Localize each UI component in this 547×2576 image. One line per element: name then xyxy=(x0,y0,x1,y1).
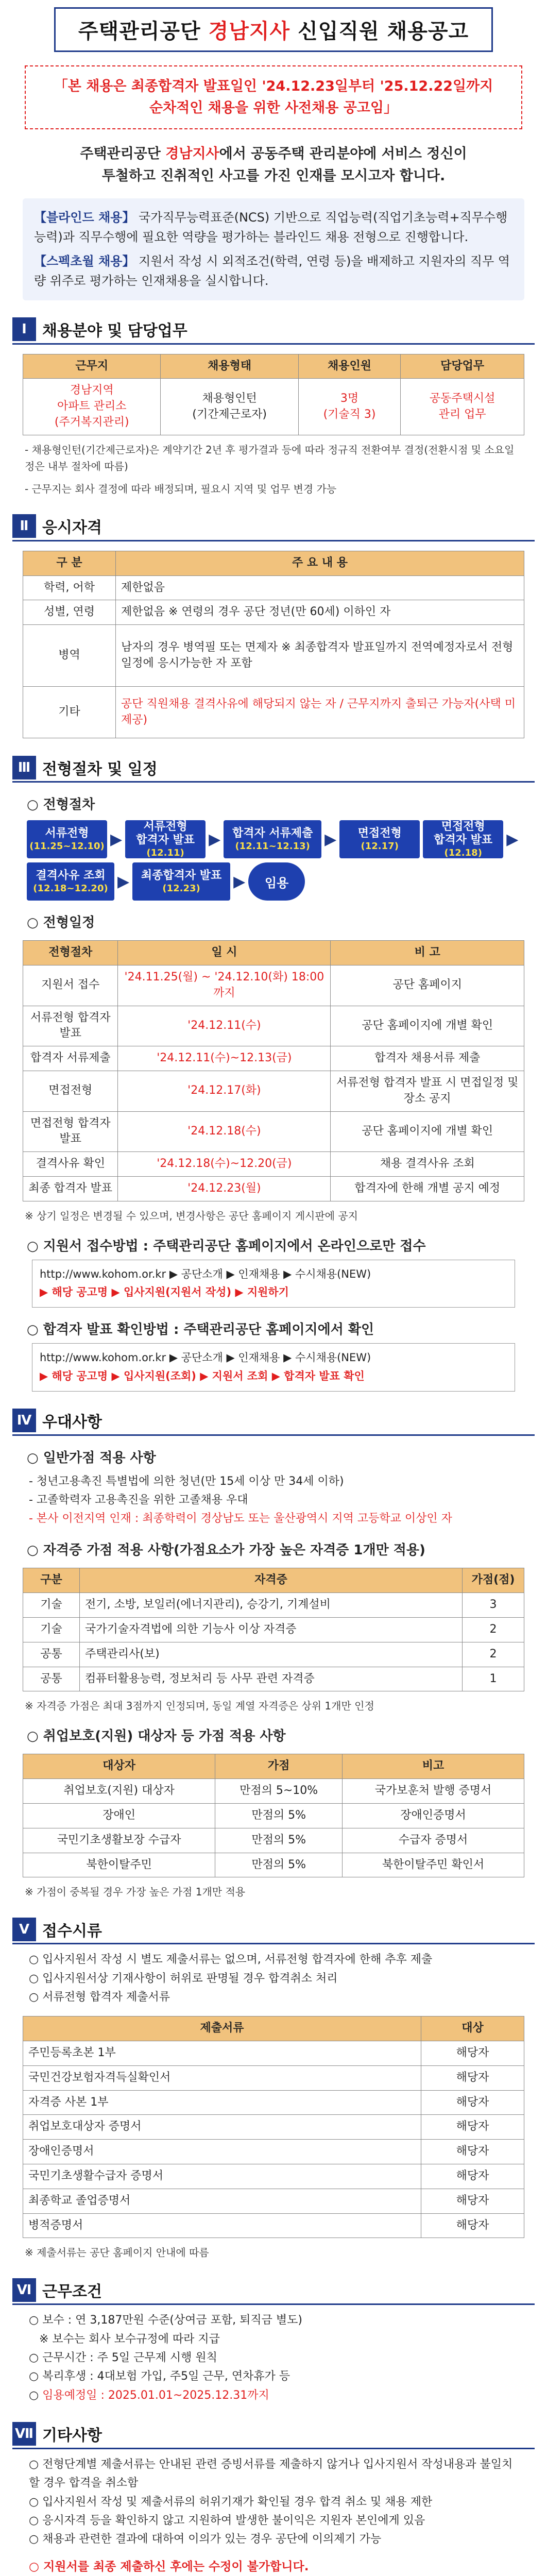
arrow-right-icon: ▶ xyxy=(209,830,221,849)
schedule-label-text: 전형일정 xyxy=(43,915,95,931)
section-title: 기타사항 xyxy=(42,2427,102,2445)
table-cell: 결격사유 확인 xyxy=(23,1152,118,1177)
section-header xyxy=(12,754,535,783)
table-cell: 최종학교 졸업증명서 xyxy=(23,2189,421,2213)
table-header: 대상 xyxy=(421,2016,524,2041)
arrow-right-icon: ▶ xyxy=(117,872,130,891)
section-number: Ⅴ xyxy=(12,1918,36,1941)
flow-step-date: (11.25~12.10) xyxy=(29,840,105,852)
table-cell: 합격자 서류제출 xyxy=(23,1046,118,1071)
check-url-line[interactable]: ▶ 해당 공고명 ▶ 입사지원(조회) ▶ 지원서 조회 ▶ 합격자 발표 확인 xyxy=(40,1369,365,1382)
table-row xyxy=(23,2115,524,2140)
section-number: Ⅰ xyxy=(12,317,36,341)
list-item: 보수 : 연 3,187만원 수준(상여금 포함, 퇴직금 별도) xyxy=(42,2314,302,2327)
table-cell: 병적증명서 xyxy=(23,2213,421,2238)
apply-method-label: ○ 지원서 접수방법 : 주택관리공단 홈페이지에서 온라인으로만 접수 xyxy=(27,1238,426,1254)
table-cell: 3명 (기술직 3) xyxy=(298,379,400,435)
flow-step-date: (12.17) xyxy=(361,840,399,852)
list-item: 입사지원서상 기재사항이 허위로 판명될 경우 합격취소 처리 xyxy=(42,1972,338,1985)
section-header xyxy=(12,316,535,345)
flow-step xyxy=(339,820,420,858)
table-row xyxy=(23,1642,524,1667)
flow-step-name: 합격자 서류제출 xyxy=(232,827,313,840)
table-cell: 국민기초생활보장 수급자 xyxy=(23,1828,215,1853)
table-cell: 만점의 5~10% xyxy=(215,1779,343,1804)
table-cell: 자격증 사본 1부 xyxy=(23,2090,421,2115)
table-row xyxy=(23,2189,524,2213)
section-etc xyxy=(12,2405,535,2576)
table-header: 가점(점) xyxy=(463,1568,524,1593)
table-cell: 채용형인턴 (기간제근로자) xyxy=(161,379,298,435)
section-number: Ⅲ xyxy=(12,756,36,779)
table-row xyxy=(23,1152,524,1177)
important-notice-list: ○ 지원서를 최종 제출하신 후에는 수정이 불가합니다. xyxy=(29,2560,309,2574)
flow-step-name: 최종합격자 발표 xyxy=(141,869,222,883)
title-area xyxy=(0,0,547,52)
table-cell: 해당자 xyxy=(421,2140,524,2164)
table-cell: 공단 홈페이지 xyxy=(331,965,524,1006)
flow-step-name: 서류전형 합격자 발표 xyxy=(136,820,195,847)
recruit-table xyxy=(23,354,524,435)
table-row xyxy=(23,1593,524,1618)
support-bonus-text: 취업보호(지원) 대상자 등 가점 적용 사항 xyxy=(43,1728,286,1744)
table-cell: 북한이탈주민 확인서 xyxy=(343,1853,524,1877)
table-cell: 해당자 xyxy=(421,2115,524,2140)
support-note: ※ 가점이 중복될 경우 가장 높은 가점 1개만 적용 xyxy=(25,1886,246,1899)
flow-label-text: 전형절차 xyxy=(43,797,95,813)
flow-step-name: 서류전형 xyxy=(45,827,89,840)
table-header: 채용형태 xyxy=(161,354,298,379)
list-item: 지원서를 최종 제출하신 후에는 수정이 불가합니다. xyxy=(43,2560,309,2574)
table-cell: 병역 xyxy=(23,625,116,687)
table-cell: '24.12.18(수) xyxy=(118,1111,331,1152)
intro-line-1-rest: 에서 공동주택 관리분야에 서비스 정신이 xyxy=(219,145,467,162)
section-title: 우대사항 xyxy=(42,1413,102,1432)
table-cell: 해당자 xyxy=(421,2164,524,2189)
table-cell: 공통 xyxy=(23,1667,80,1691)
support-bonus-label: ○ 취업보호(지원) 대상자 등 가점 적용 사항 xyxy=(27,1728,286,1744)
section-title: 전형절차 및 일정 xyxy=(42,760,158,778)
spec-label: 【스펙초월 채용】 xyxy=(34,253,135,268)
table-cell: 국가보훈처 발행 증명서 xyxy=(343,1779,524,1804)
title-prefix: 주택관리공단 xyxy=(78,20,201,43)
arrow-right-icon: ▶ xyxy=(233,872,246,891)
flow-step-date: (12.23) xyxy=(162,883,200,894)
section-documents xyxy=(12,1900,535,2261)
table-cell: 지원서 접수 xyxy=(23,965,118,1006)
table-cell: 서류전형 합격자 발표 시 면접일정 및 장소 공지 xyxy=(331,1071,524,1111)
table-cell: 공동주택시설 관리 업무 xyxy=(401,379,524,435)
table-cell: 전기, 소방, 보일러(에너지관리), 승강기, 기계설비 xyxy=(80,1593,463,1618)
apply-url-line[interactable]: ▶ 해당 공고명 ▶ 입사지원(지원서 작성) ▶ 지원하기 xyxy=(40,1286,289,1299)
section-qualification xyxy=(12,497,535,738)
table-header: 일 시 xyxy=(118,941,331,965)
table-cell: 수급자 증명서 xyxy=(343,1828,524,1853)
table-cell: 해당자 xyxy=(421,2189,524,2213)
table-cell: 공통 xyxy=(23,1642,80,1667)
flow-step-name: 임용 xyxy=(264,875,289,890)
table-cell: 주택관리사(보) xyxy=(80,1642,463,1667)
cert-bonus-label: ○ 자격증 가점 적용 사항(가점요소가 가장 높은 자격증 1개만 적용) xyxy=(27,1543,425,1558)
table-cell: 합격자 채용서류 제출 xyxy=(331,1046,524,1071)
table-cell: 1 xyxy=(463,1667,524,1691)
table-row xyxy=(23,2213,524,2238)
list-item: - 고졸학력자 고용촉진을 위한 고졸채용 우대 xyxy=(29,1493,248,1506)
general-bonus-label: ○ 일반가점 적용 사항 xyxy=(27,1450,156,1466)
table-cell: '24.11.25(월) ~ '24.12.10(화) 18:00까지 xyxy=(118,965,331,1006)
pre-recruit-notice xyxy=(25,65,522,129)
general-bonus-list xyxy=(29,1472,518,1529)
list-item: - 청년고용촉진 특별법에 의한 청년(만 15세 이상 만 34세 이하) xyxy=(29,1475,344,1488)
section-header xyxy=(12,2420,535,2449)
table-header: 구 분 xyxy=(23,551,116,575)
section-header xyxy=(12,1407,535,1436)
table-cell: '24.12.11(수)~12.13(금) xyxy=(118,1046,331,1071)
table-cell: 주민등록초본 1부 xyxy=(23,2041,421,2066)
table-header: 구분 xyxy=(23,1568,80,1593)
table-header: 가점 xyxy=(215,1754,343,1779)
list-item: 근무시간 : 주 5일 근무제 시행 원칙 xyxy=(42,2351,217,2365)
flow-step-final xyxy=(248,862,305,901)
flow-step xyxy=(125,820,206,858)
table-header: 근무지 xyxy=(23,354,161,379)
table-cell: 채용 결격사유 조회 xyxy=(331,1152,524,1177)
section-number: Ⅶ xyxy=(12,2422,36,2446)
schedule-table xyxy=(23,940,524,1201)
table-cell: 국가기술자격법에 의한 기능사 이상 자격증 xyxy=(80,1618,463,1642)
section-recruit-field xyxy=(12,300,535,497)
etc-list: ○ 전형단계별 제출서류는 안내된 관련 증빙서류를 제출하지 않거나 입사지원서 작성내용과 불일치할 경우 합격을 취소함 ○ 입사지원서 작성 및 제출서류의 허위기재가 확인될 경우 합격 취소 및 채용 제한 ○ 응시자격 등을 확인하지 않고 지원하여 발생한 불이익은 지원자 본인에게 있음 ○ 채용과 관련한 결과에 대하여 이의가 있는 경우 공단에 이의제기 가능 xyxy=(29,2458,513,2546)
documents-note: ※ 제출서류는 공단 홈페이지 안내에 따름 xyxy=(25,2246,209,2259)
table-row xyxy=(23,1828,524,1853)
page-title xyxy=(54,7,493,52)
list-item: 입사지원서 작성 및 제출서류의 허위기재가 확인될 경우 합격 취소 및 채용 제한 xyxy=(42,2495,433,2509)
recruit-note: - 근무지는 회사 결정에 따라 배정되며, 필요시 지역 및 업무 변경 가능 xyxy=(25,482,337,495)
table-header: 자격증 xyxy=(80,1568,463,1593)
table-cell: '24.12.11(수) xyxy=(118,1006,331,1046)
cert-table xyxy=(23,1568,524,1691)
table-row xyxy=(23,1006,524,1046)
spec-text: 지원서 작성 시 외적조건(학력, 연령 등)을 배제하고 지원자의 직무 역량 위주로 평가하는 인재채용을 실시합니다. xyxy=(34,253,510,289)
flow-step-date: (12.11) xyxy=(146,847,184,858)
table-row xyxy=(23,1779,524,1804)
section-number: Ⅳ xyxy=(12,1409,36,1432)
table-cell: '24.12.23(월) xyxy=(118,1176,331,1201)
list-item: 서류전형 합격자 제출서류 xyxy=(42,1990,170,2004)
table-cell: 남자의 경우 병역필 또는 면제자 ※ 최종합격자 발표일까지 전역예정자로서 전형일정에 응시가능한 자 포함 xyxy=(116,625,524,687)
table-header: 비고 xyxy=(343,1754,524,1779)
table-row xyxy=(23,2164,524,2189)
check-url-line[interactable]: http://www.kohom.or.kr ▶ 공단소개 ▶ 인재채용 ▶ 수시채용(NEW) xyxy=(40,1351,371,1364)
cert-bonus-text: 자격증 가점 적용 사항(가점요소가 가장 높은 자격증 1개만 적용) xyxy=(43,1543,425,1558)
result-check-label: ○ 합격자 발표 확인방법 : 주택관리공단 홈페이지에서 확인 xyxy=(27,1322,374,1338)
list-item: - 본사 이전지역 인재 : 최종학력이 경상남도 또는 울산광역시 지역 고등학교 이상인 자 xyxy=(29,1512,452,1526)
table-cell: 2 xyxy=(463,1642,524,1667)
table-cell: 장애인증명서 xyxy=(23,2140,421,2164)
apply-method-text: 지원서 접수방법 : 주택관리공단 홈페이지에서 온라인으로만 접수 xyxy=(43,1238,426,1254)
table-cell: 합격자에 한해 개별 공지 예정 xyxy=(331,1176,524,1201)
table-row xyxy=(23,2065,524,2090)
list-item: 임용예정일 : 2025.01.01~2025.12.31까지 xyxy=(42,2388,269,2402)
notice-line-2: 순차적인 채용을 위한 사전채용 공고임」 xyxy=(149,99,398,116)
apply-url-line[interactable]: http://www.kohom.or.kr ▶ 공단소개 ▶ 인재채용 ▶ 수시채용(NEW) xyxy=(40,1267,371,1280)
table-row xyxy=(23,2041,524,2066)
table-cell: 해당자 xyxy=(421,2041,524,2066)
intro-branch: 경남지사 xyxy=(165,145,219,162)
schedule-label: ○ 전형일정 xyxy=(27,915,95,931)
table-cell: 면접전형 xyxy=(23,1071,118,1111)
table-row xyxy=(23,2090,524,2115)
conditions-list: ○ 보수 : 연 3,187만원 수준(상여금 포함, 퇴직금 별도) ※ 보수는 회사 보수규정에 따라 지급 ○ 근무시간 : 주 5일 근무제 시행 원칙 ○ 복리후생 : 4대보험 가입, 주5일 근무, 연차휴가 등 ○ 임용예정일 : 2025.01.01~2025.12.31까지 xyxy=(29,2311,518,2404)
table-cell: 컴퓨터활용능력, 정보처리 등 사무 관련 자격증 xyxy=(80,1667,463,1691)
flow-step xyxy=(132,862,230,901)
section-header xyxy=(12,1916,535,1944)
table-header: 비 고 xyxy=(331,941,524,965)
table-cell: 기타 xyxy=(23,687,116,738)
table-row xyxy=(23,1176,524,1201)
flow-step-date: (12.11~12.13) xyxy=(235,840,310,852)
table-cell: 학력, 어학 xyxy=(23,575,116,600)
list-item: 전형단계별 제출서류는 안내된 관련 증빙서류를 제출하지 않거나 입사지원서 작성내용과 불일치할 경우 합격을 취소함 xyxy=(29,2458,513,2490)
intro-text xyxy=(29,143,518,187)
table-cell: 기술 xyxy=(23,1593,80,1618)
check-url-box xyxy=(32,1343,515,1391)
recruit-note: - 채용형인턴(기간제근로자)은 계약기간 2년 후 평가결과 등에 따라 정규직 전환여부 결정(전환시점 및 소요일정은 내부 절차에 따름) xyxy=(25,443,515,472)
table-cell: 공단 홈페이지에 개별 확인 xyxy=(331,1111,524,1152)
blind-text: 국가직무능력표준(NCS) 기반으로 직업능력(직업기초능력+직무수행능력)과 직무수행에 필요한 역량을 평가하는 블라인드 채용 전형으로 진행합니다. xyxy=(34,210,508,245)
table-cell: 장애인증명서 xyxy=(343,1803,524,1828)
documents-table xyxy=(23,2016,524,2238)
flow-step xyxy=(27,820,107,858)
list-item: 복리후생 : 4대보험 가입, 주5일 근무, 연차휴가 등 xyxy=(42,2370,290,2383)
arrow-right-icon: ▶ xyxy=(324,830,337,849)
table-row xyxy=(23,1111,524,1152)
title-highlight: 경남지사 xyxy=(208,20,290,43)
flow-step-date: (12.18~12.20) xyxy=(33,883,108,894)
flow-step-name: 면접전형 합격자 발표 xyxy=(434,820,493,847)
table-cell: 성별, 연령 xyxy=(23,600,116,625)
section-number: Ⅱ xyxy=(12,514,36,538)
table-cell: 장애인 xyxy=(23,1803,215,1828)
table-row xyxy=(23,965,524,1006)
list-item: 채용과 관련한 결과에 대하여 이의가 있는 경우 공단에 이의제기 가능 xyxy=(42,2533,382,2546)
cert-note: ※ 자격증 가점은 최대 3점까지 인정되며, 동일 계열 자격증은 상위 1개만 인정 xyxy=(25,1700,374,1713)
table-cell: 북한이탈주민 xyxy=(23,1853,215,1877)
table-header: 담당업무 xyxy=(401,354,524,379)
table-row xyxy=(23,1071,524,1111)
flow-step xyxy=(224,820,321,858)
section-title: 접수시류 xyxy=(42,1922,102,1940)
flow-step-name: 면접전형 xyxy=(357,827,402,840)
table-header: 대상자 xyxy=(23,1754,215,1779)
table-cell: 최종 합격자 발표 xyxy=(23,1176,118,1201)
table-row xyxy=(23,1667,524,1691)
table-cell: 면접전형 합격자 발표 xyxy=(23,1111,118,1152)
general-bonus-text: 일반가점 적용 사항 xyxy=(43,1450,156,1466)
table-header: 채용인원 xyxy=(298,354,400,379)
list-item: 입사지원서 작성 시 별도 제출서류는 없으며, 서류전형 합격자에 한해 추후 제출 xyxy=(42,1953,433,1967)
table-row xyxy=(23,1618,524,1642)
table-cell: 공단 직원채용 결격사유에 해당되지 않는 자 / 근무지까지 출퇴근 가능자(사택 미제공) xyxy=(116,687,524,738)
flow-step-date: (12.18) xyxy=(444,847,482,858)
section-header xyxy=(12,2276,535,2305)
section-number: Ⅵ xyxy=(12,2278,36,2302)
section-title: 근무조건 xyxy=(42,2282,102,2301)
table-cell: 제한없음 xyxy=(116,575,524,600)
support-table xyxy=(23,1754,524,1877)
flow-step xyxy=(27,862,114,901)
table-cell: 제한없음 ※ 연령의 경우 공단 정년(만 60세) 이하인 자 xyxy=(116,600,524,625)
section-title: 채용분야 및 담당업무 xyxy=(42,322,187,341)
table-cell: 만점의 5% xyxy=(215,1803,343,1828)
table-cell: 기술 xyxy=(23,1618,80,1642)
arrow-right-icon: ▶ xyxy=(110,830,123,849)
section-title: 응시자격 xyxy=(42,519,102,537)
section-conditions xyxy=(12,2261,535,2404)
table-cell: 취업보호대상자 증명서 xyxy=(23,2115,421,2140)
table-cell: 해당자 xyxy=(421,2065,524,2090)
flow-step-name: 결격사유 조회 xyxy=(36,869,106,883)
table-cell: '24.12.18(수)~12.20(금) xyxy=(118,1152,331,1177)
intro-line-2: 투철하고 진취적인 사고를 가진 인재를 모시고자 합니다. xyxy=(101,167,446,184)
table-cell: 만점의 5% xyxy=(215,1828,343,1853)
table-cell: 만점의 5% xyxy=(215,1853,343,1877)
table-cell: 2 xyxy=(463,1618,524,1642)
section-process xyxy=(12,738,535,1391)
table-row xyxy=(23,1803,524,1828)
table-cell: 국민건강보험자격득실확인서 xyxy=(23,2065,421,2090)
table-cell: '24.12.17(화) xyxy=(118,1071,331,1111)
flow-step xyxy=(423,820,503,858)
process-flow xyxy=(27,820,520,901)
intro-org: 주택관리공단 xyxy=(80,145,161,162)
list-item: 응시자격 등을 확인하지 않고 지원하여 발생한 불이익은 지원자 본인에게 있음 xyxy=(42,2514,425,2527)
table-cell: 해당자 xyxy=(421,2213,524,2238)
schedule-note: ※ 상기 일정은 변경될 수 있으며, 변경사항은 공단 홈페이지 게시판에 공지 xyxy=(25,1209,358,1222)
arrow-right-icon: ▶ xyxy=(506,830,519,849)
documents-list: ○ 입사지원서 작성 시 별도 제출서류는 없으며, 서류전형 합격자에 한해 추후 제출 ○ 입사지원서상 기재사항이 허위로 판명될 경우 합격취소 처리 ○ 서류전형 합격자 제출서류 xyxy=(29,1953,433,2004)
table-cell: 국민기초생활수급자 증명서 xyxy=(23,2164,421,2189)
table-cell: 서류전형 합격자 발표 xyxy=(23,1006,118,1046)
table-cell: 3 xyxy=(463,1593,524,1618)
title-suffix: 신입직원 채용공고 xyxy=(298,20,469,43)
table-cell: 경남지역 아파트 관리소 (주거복지관리) xyxy=(23,379,161,435)
table-cell: 취업보호(지원) 대상자 xyxy=(23,1779,215,1804)
list-item: ※ 보수는 회사 보수규정에 따라 지급 xyxy=(39,2332,220,2346)
section-preference xyxy=(12,1392,535,1901)
section-header xyxy=(12,513,535,541)
apply-url-box xyxy=(32,1260,515,1308)
blind-label: 【블라인드 채용】 xyxy=(34,210,135,225)
table-header: 제출서류 xyxy=(23,2016,421,2041)
table-header: 전형절차 xyxy=(23,941,118,965)
table-row xyxy=(23,1853,524,1877)
qualification-table xyxy=(23,551,524,738)
result-check-text: 합격자 발표 확인방법 : 주택관리공단 홈페이지에서 확인 xyxy=(43,1322,374,1338)
process-flow-label: ○ 전형절차 xyxy=(27,797,95,813)
table-row xyxy=(23,2140,524,2164)
blind-recruit-box xyxy=(23,198,524,300)
notice-line-1: 「본 채용은 최종합격자 발표일인 '24.12.23일부터 '25.12.22일까지 xyxy=(54,78,493,94)
table-row xyxy=(23,1046,524,1071)
table-cell: 공단 홈페이지에 개별 확인 xyxy=(331,1006,524,1046)
table-header: 주 요 내 용 xyxy=(116,551,524,575)
table-cell: 해당자 xyxy=(421,2090,524,2115)
